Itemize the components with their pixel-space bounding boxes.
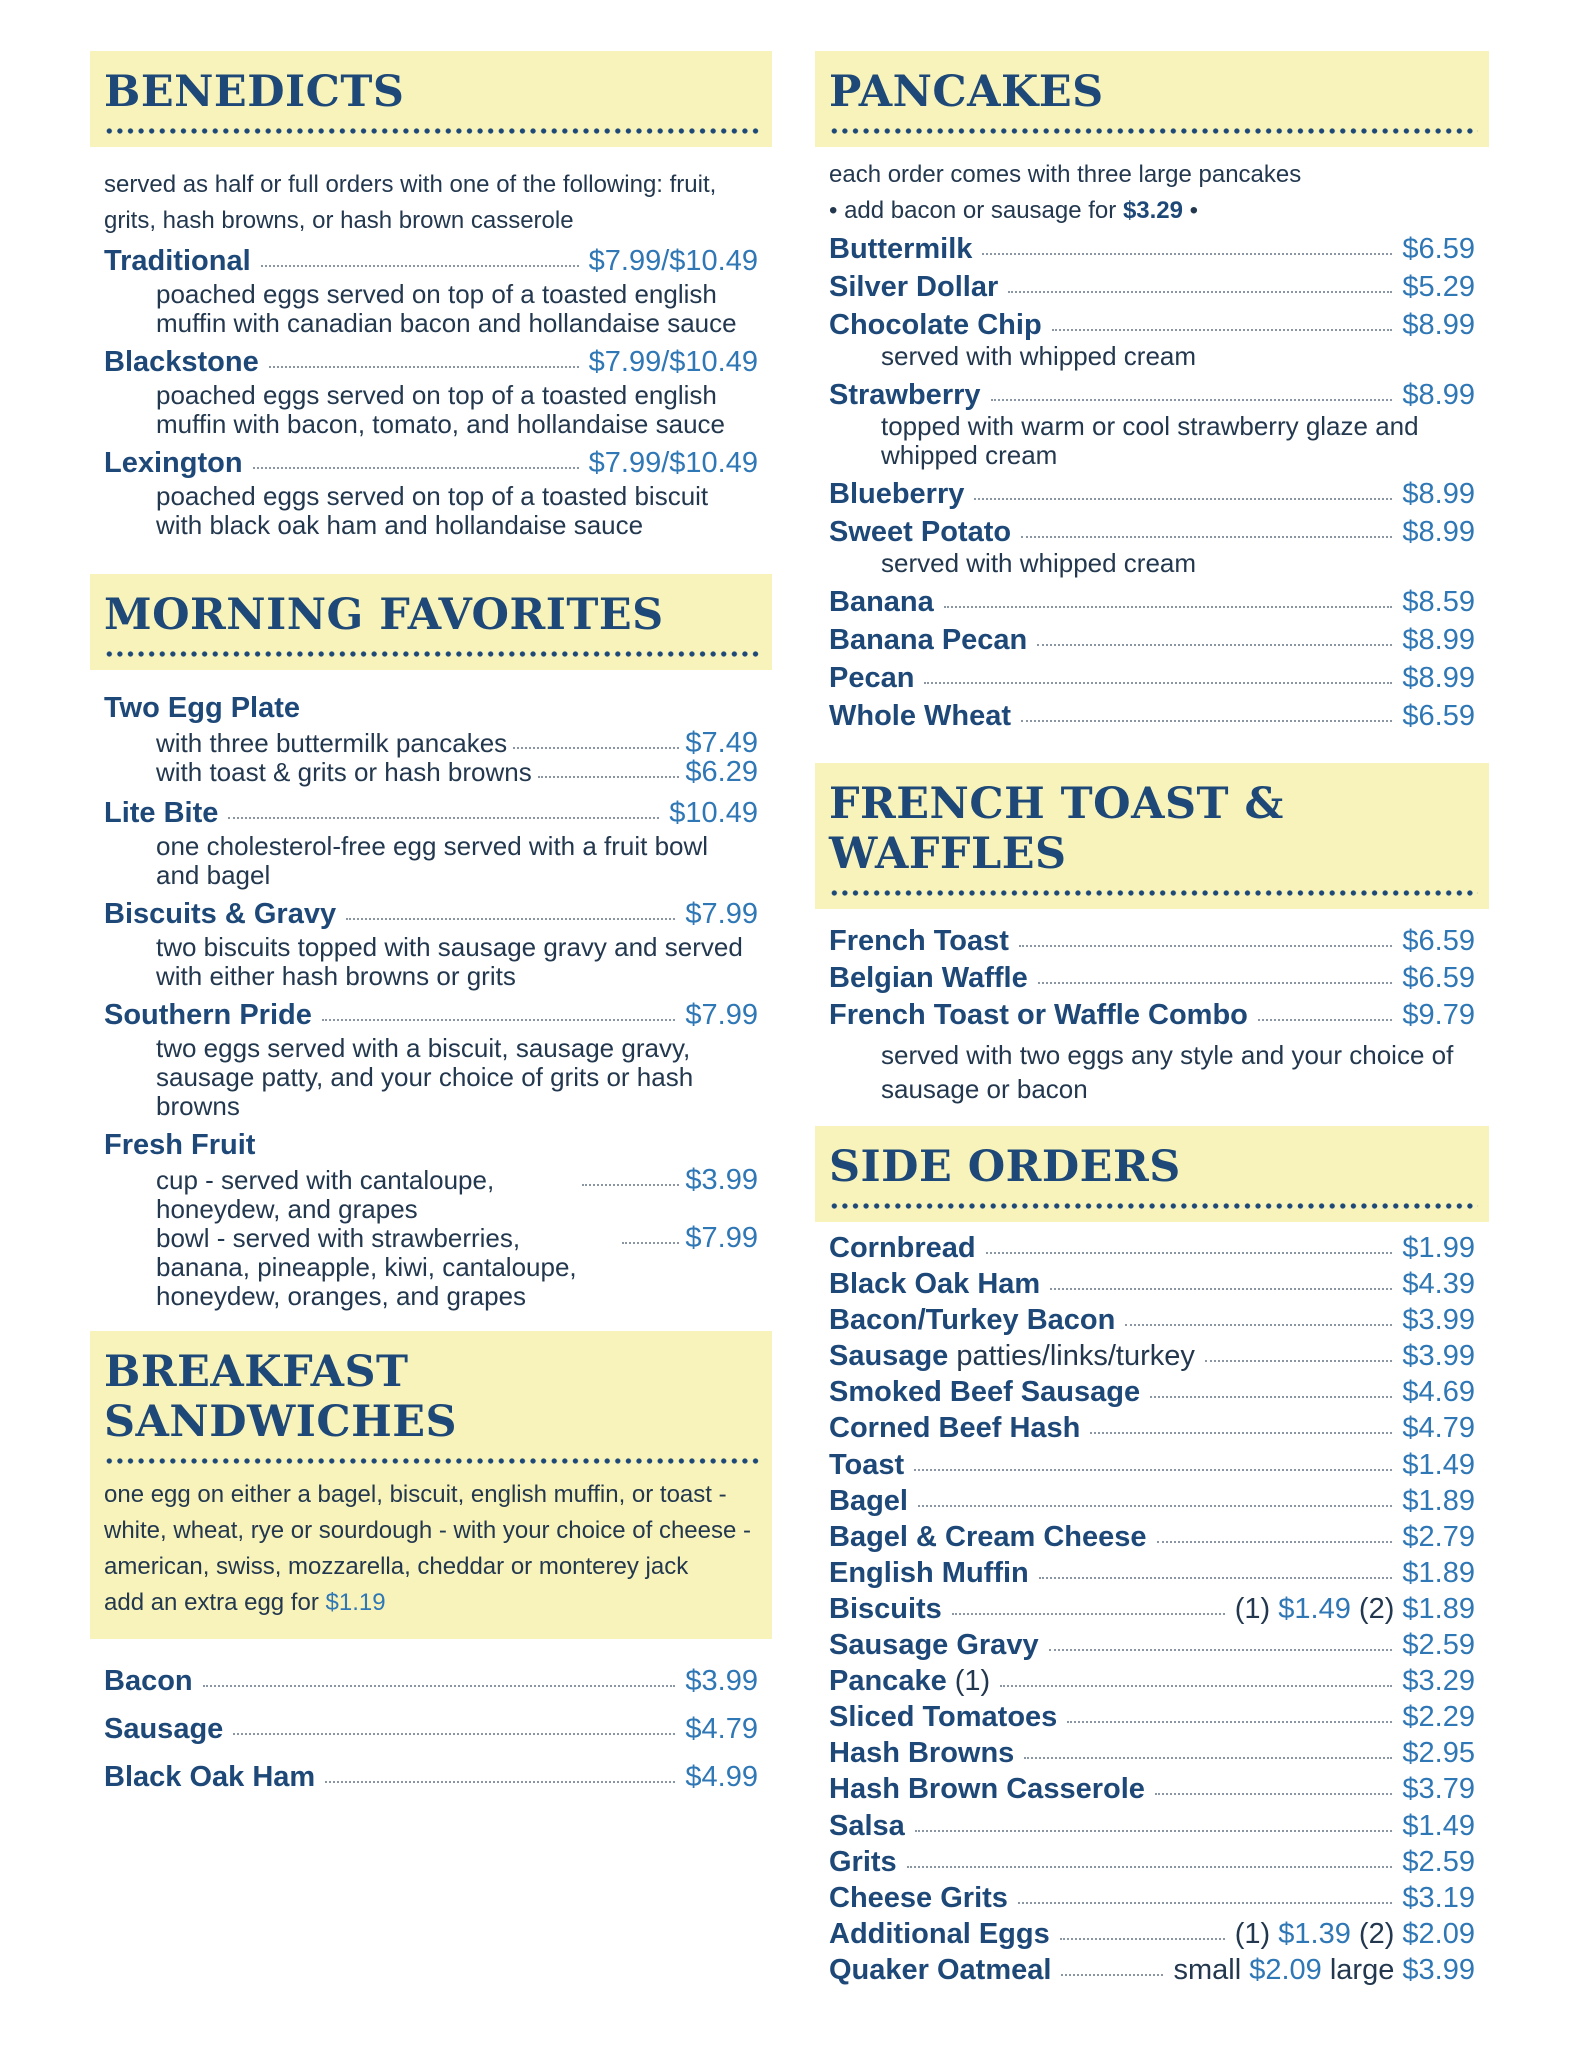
item-name-text: Banana Pecan xyxy=(829,624,1028,656)
french-toast-header xyxy=(815,763,1489,909)
french-toast-title: FRENCH TOAST & WAFFLES xyxy=(829,779,1284,879)
item-price: $2.59 xyxy=(1402,1845,1475,1878)
benedicts-intro: served as half or full orders with one of the following: fruit, grits, hash browns, or hash brown casserole xyxy=(104,171,717,234)
size-price: $1.89 xyxy=(1402,1592,1475,1625)
menu-item xyxy=(815,1374,1489,1410)
item-name-text: Bacon/Turkey Bacon xyxy=(829,1304,1116,1337)
option-price: $3.99 xyxy=(685,1164,758,1196)
item-name: Biscuits xyxy=(829,1592,942,1625)
dot-leader xyxy=(322,1019,676,1021)
dot-leader xyxy=(1125,1324,1392,1326)
item-name-text: Blueberry xyxy=(829,478,965,510)
size-label: (1) xyxy=(1234,1592,1271,1625)
dot-leader xyxy=(1018,1902,1393,1904)
size-label: (2) xyxy=(1358,1592,1395,1625)
item-name: Sausage xyxy=(104,1713,224,1745)
item-price: $10.49 xyxy=(669,797,758,829)
item-price: $8.99 xyxy=(1402,624,1475,656)
dot-leader xyxy=(907,1866,1393,1868)
item-price: $1.89 xyxy=(1402,1556,1475,1589)
menu-item xyxy=(815,1266,1489,1302)
benedicts-header xyxy=(90,51,772,147)
item-name: Blackstone xyxy=(104,346,259,378)
item-price: $7.99/$10.49 xyxy=(588,346,758,378)
menu-item-black-oak-ham xyxy=(90,1753,772,1801)
menu-item xyxy=(815,478,1489,511)
item-name xyxy=(829,624,1027,657)
item-name xyxy=(829,962,1028,995)
item-name: Lite Bite xyxy=(104,797,219,829)
item-description: served with two eggs any style and your choice of sausage or bacon xyxy=(881,1040,1454,1104)
dot-leader xyxy=(1021,536,1392,538)
item-name xyxy=(829,1338,1195,1374)
dotted-divider xyxy=(829,1202,1478,1210)
item-price: $8.99 xyxy=(1402,379,1475,411)
menu-item xyxy=(815,233,1489,266)
item-price: $6.59 xyxy=(1402,962,1475,994)
dot-leader xyxy=(538,776,680,778)
item-name xyxy=(829,1447,904,1483)
menu-item-southern-pride xyxy=(90,999,772,1032)
menu-item xyxy=(815,1627,1489,1663)
menu-item-fresh-fruit xyxy=(90,1129,772,1162)
dot-leader xyxy=(1038,982,1393,984)
option-label: with toast & grits or hash browns xyxy=(156,757,532,787)
item-name xyxy=(829,662,914,695)
dot-leader xyxy=(1157,1541,1393,1543)
dotted-divider xyxy=(829,889,1478,897)
dot-leader xyxy=(1021,720,1392,722)
morning-favorites-title: MORNING FAVORITES xyxy=(104,590,664,640)
option-row xyxy=(90,1166,772,1224)
menu-item xyxy=(815,1880,1489,1916)
item-name: Bacon xyxy=(104,1665,193,1697)
dot-leader xyxy=(1150,1396,1392,1398)
dotted-divider xyxy=(829,127,1478,135)
option-label: bowl - served with strawberries, banana, pineapple, kiwi, cantaloupe, honeydew, oranges, and grapes xyxy=(156,1223,577,1311)
menu-item xyxy=(815,999,1489,1032)
item-description: two eggs served with a biscuit, sausage gravy, sausage patty, and your choice of grits or hash browns xyxy=(156,1033,694,1121)
item-name-text: Whole Wheat xyxy=(829,700,1012,732)
item-name-text: Cheese Grits xyxy=(829,1881,1008,1914)
dot-leader xyxy=(915,1830,1393,1832)
item-price-options xyxy=(1235,1591,1475,1627)
item-qualifier: (1) xyxy=(946,1665,991,1698)
menu-item-bacon xyxy=(90,1657,772,1705)
dot-leader xyxy=(1155,1793,1393,1795)
item-name-text: Smoked Beef Sausage xyxy=(829,1376,1141,1409)
menu-item xyxy=(815,624,1489,657)
menu-item xyxy=(815,1952,1489,1988)
menu-item xyxy=(815,700,1489,733)
dot-leader xyxy=(325,1781,675,1783)
item-price: $4.79 xyxy=(1402,1412,1475,1445)
dot-leader xyxy=(261,265,579,267)
item-name xyxy=(829,1880,1008,1916)
item-name-text: Sausage xyxy=(829,1340,949,1373)
item-description: poached eggs served on top of a toasted english muffin with bacon, tomato, and hollandaise sauce xyxy=(156,380,725,439)
item-price: $8.99 xyxy=(1402,662,1475,694)
extra-egg-price: $1.19 xyxy=(325,1589,386,1616)
dot-leader xyxy=(346,918,675,920)
item-name xyxy=(829,1374,1140,1410)
pancakes-intro-line1: each order comes with three large pancakes xyxy=(829,161,1302,188)
item-name xyxy=(829,309,1042,342)
dot-leader xyxy=(1050,1288,1392,1290)
size-price: $2.09 xyxy=(1402,1917,1475,1950)
item-price: $1.99 xyxy=(1402,1232,1475,1264)
item-name xyxy=(829,1663,990,1699)
item-price: $4.99 xyxy=(685,1761,758,1793)
item-price: $2.59 xyxy=(1402,1629,1475,1662)
item-name-text: Hash Brown Casserole xyxy=(829,1773,1145,1806)
dotted-divider xyxy=(104,127,761,135)
item-name xyxy=(829,478,964,511)
item-name-text: Bagel xyxy=(829,1484,908,1517)
item-name-text: Buttermilk xyxy=(829,233,973,265)
dot-leader xyxy=(253,467,579,469)
item-price: $7.99 xyxy=(685,898,758,930)
dot-leader xyxy=(1008,291,1392,293)
dot-leader xyxy=(233,1733,675,1735)
item-price: $3.19 xyxy=(1402,1881,1475,1914)
dot-leader xyxy=(513,747,679,749)
item-price: $3.79 xyxy=(1402,1773,1475,1806)
item-name-text: Sweet Potato xyxy=(829,516,1012,548)
item-price: $8.99 xyxy=(1402,309,1475,341)
extra-egg-label: add an extra egg for xyxy=(104,1589,319,1616)
menu-item xyxy=(815,962,1489,995)
menu-item xyxy=(815,1916,1489,1952)
item-name xyxy=(829,516,1011,549)
item-price: $7.99 xyxy=(685,999,758,1031)
morning-favorites-list xyxy=(90,692,772,1311)
dot-leader xyxy=(1037,644,1392,646)
dotted-divider xyxy=(104,1457,761,1465)
item-description: topped with warm or cool strawberry glaze and whipped cream xyxy=(881,411,1419,470)
item-name xyxy=(829,586,934,619)
item-price: $2.79 xyxy=(1402,1520,1475,1553)
menu-item xyxy=(815,1808,1489,1844)
item-name-text: Grits xyxy=(829,1845,897,1878)
item-price: $3.99 xyxy=(685,1665,758,1697)
item-name: Two Egg Plate xyxy=(104,692,301,724)
item-price: $1.49 xyxy=(1402,1448,1475,1481)
item-name: Fresh Fruit xyxy=(104,1129,256,1161)
item-name xyxy=(829,1735,1014,1771)
sandwiches-intro xyxy=(104,1477,758,1621)
menu-item-lite-bite xyxy=(90,797,772,830)
dot-leader xyxy=(1060,1938,1225,1940)
dot-leader xyxy=(1000,1685,1392,1687)
dot-leader xyxy=(1090,1432,1392,1434)
item-description: served with whipped cream xyxy=(881,341,1197,371)
dot-leader xyxy=(944,606,1393,608)
item-name-text: Corned Beef Hash xyxy=(829,1412,1081,1445)
item-name: Additional Eggs xyxy=(829,1917,1050,1950)
item-name xyxy=(829,271,998,304)
pancakes-header xyxy=(815,51,1489,147)
item-name xyxy=(829,1627,1039,1663)
item-price: $4.39 xyxy=(1402,1268,1475,1301)
item-name-text: Belgian Waffle xyxy=(829,962,1028,994)
dot-leader xyxy=(918,1505,1392,1507)
item-name-text: Cornbread xyxy=(829,1232,976,1264)
item-price: $5.29 xyxy=(1402,271,1475,303)
item-name xyxy=(829,1844,897,1880)
size-price: $3.99 xyxy=(1402,1953,1475,1986)
menu-item xyxy=(815,1230,1489,1266)
item-name xyxy=(829,379,981,412)
item-name-text: Pecan xyxy=(829,662,915,694)
item-name-text: French Toast or Waffle Combo xyxy=(829,999,1248,1031)
menu-item xyxy=(815,516,1489,549)
dot-leader xyxy=(1024,1757,1392,1759)
item-name-text: Black Oak Ham xyxy=(829,1268,1041,1301)
item-price: $9.79 xyxy=(1402,999,1475,1031)
item-name xyxy=(829,1808,905,1844)
menu-item xyxy=(815,1735,1489,1771)
dot-leader xyxy=(1049,1649,1393,1651)
item-price-options xyxy=(1173,1952,1475,1988)
item-name: Traditional xyxy=(104,245,251,277)
dot-leader xyxy=(228,817,659,819)
menu-item-traditional xyxy=(90,245,772,278)
option-label: cup - served with cantaloupe, honeydew, and grapes xyxy=(156,1165,495,1224)
benedicts-list xyxy=(90,245,772,540)
dot-leader xyxy=(1061,1974,1163,1976)
dot-leader xyxy=(914,1469,1392,1471)
menu-item xyxy=(815,1591,1489,1627)
item-name: Biscuits & Gravy xyxy=(104,898,337,930)
size-price: $1.39 xyxy=(1278,1917,1351,1950)
item-price: $4.69 xyxy=(1402,1376,1475,1409)
menu-item xyxy=(815,1447,1489,1483)
item-name-text: Sliced Tomatoes xyxy=(829,1701,1058,1734)
item-name xyxy=(829,1519,1147,1555)
item-price: $8.99 xyxy=(1402,516,1475,548)
dot-leader xyxy=(269,366,579,368)
dot-leader xyxy=(622,1242,679,1244)
item-price: $2.95 xyxy=(1402,1737,1475,1770)
dot-leader xyxy=(203,1685,676,1687)
menu-item-biscuits-gravy xyxy=(90,898,772,931)
item-description: two biscuits topped with sausage gravy and served with either hash browns or grits xyxy=(156,932,743,991)
menu-item xyxy=(815,1771,1489,1807)
item-price: $6.59 xyxy=(1402,700,1475,732)
dot-leader xyxy=(991,399,1393,401)
dot-leader xyxy=(1258,1019,1393,1021)
pancakes-intro-bullet: • xyxy=(1189,197,1199,224)
item-name xyxy=(829,700,1011,733)
item-price: $8.99 xyxy=(1402,478,1475,510)
item-name-text: Silver Dollar xyxy=(829,271,999,303)
item-name xyxy=(829,1230,976,1266)
item-name xyxy=(829,1410,1080,1446)
item-name-text: Bagel & Cream Cheese xyxy=(829,1520,1147,1553)
breakfast-sandwiches-title: BREAKFAST SANDWICHES xyxy=(104,1347,458,1447)
benedicts-title: BENEDICTS xyxy=(104,67,405,117)
pancakes-intro xyxy=(815,157,1489,229)
option-price: $7.49 xyxy=(685,727,758,759)
size-label: large xyxy=(1329,1953,1395,1986)
item-name-text: Banana xyxy=(829,586,934,618)
item-name: Southern Pride xyxy=(104,999,312,1031)
item-price: $3.99 xyxy=(1402,1304,1475,1337)
menu-item xyxy=(815,586,1489,619)
dot-leader xyxy=(582,1184,679,1186)
item-description: poached eggs served on top of a toasted biscuit with black oak ham and hollandaise sauce xyxy=(156,481,709,540)
dot-leader xyxy=(1052,329,1393,331)
menu-item xyxy=(815,1302,1489,1338)
item-name xyxy=(829,1266,1040,1302)
item-qualifier: patties/links/turkey xyxy=(948,1340,1195,1373)
item-name xyxy=(829,1699,1057,1735)
menu-item xyxy=(815,925,1489,958)
item-name-text: Chocolate Chip xyxy=(829,309,1042,341)
menu-item-blackstone xyxy=(90,346,772,379)
morning-favorites-header xyxy=(90,574,772,670)
menu-item xyxy=(815,271,1489,304)
menu-item xyxy=(815,1663,1489,1699)
dot-leader xyxy=(952,1613,1225,1615)
item-name xyxy=(829,1771,1145,1807)
menu-item xyxy=(815,1410,1489,1446)
option-price: $6.29 xyxy=(685,756,758,788)
item-price: $4.79 xyxy=(685,1713,758,1745)
menu-item-sausage xyxy=(90,1705,772,1753)
menu-item xyxy=(815,309,1489,342)
menu-item xyxy=(815,1338,1489,1374)
menu-item xyxy=(815,1555,1489,1591)
item-price: $6.59 xyxy=(1402,925,1475,957)
size-label: small xyxy=(1173,1953,1242,1986)
item-price: $7.99/$10.49 xyxy=(588,447,758,479)
item-name-text: French Toast xyxy=(829,925,1009,957)
option-label: with three buttermilk pancakes xyxy=(156,728,508,758)
item-price: $1.49 xyxy=(1402,1809,1475,1842)
pancakes-intro-line2: • add bacon or sausage for xyxy=(829,197,1117,224)
item-price: $1.89 xyxy=(1402,1484,1475,1517)
option-price: $7.99 xyxy=(685,1222,758,1254)
menu-item xyxy=(815,379,1489,412)
item-description: one cholesterol-free egg served with a fruit bowl and bagel xyxy=(156,831,709,890)
item-price: $8.59 xyxy=(1402,586,1475,618)
item-name: Lexington xyxy=(104,447,243,479)
dot-leader xyxy=(982,253,1392,255)
item-price: $3.99 xyxy=(1402,1340,1475,1373)
dot-leader xyxy=(924,682,1392,684)
item-name-text: Pancake xyxy=(829,1665,947,1698)
size-price: $2.09 xyxy=(1249,1953,1322,1986)
dot-leader xyxy=(1205,1360,1393,1362)
item-price: $7.99/$10.49 xyxy=(588,245,758,277)
breakfast-sandwiches-header xyxy=(90,1331,772,1639)
item-name xyxy=(829,1555,1029,1591)
item-description: served with whipped cream xyxy=(881,548,1197,578)
item-name-text: Strawberry xyxy=(829,379,981,411)
option-row xyxy=(90,729,772,758)
size-price: $1.49 xyxy=(1278,1592,1351,1625)
item-name-text: Salsa xyxy=(829,1809,905,1842)
item-price: $2.29 xyxy=(1402,1701,1475,1734)
size-label: (2) xyxy=(1358,1917,1395,1950)
menu-item-two-egg-plate xyxy=(90,692,772,725)
dot-leader xyxy=(986,1252,1393,1254)
side-orders-title: SIDE ORDERS xyxy=(829,1142,1181,1192)
menu-item xyxy=(815,1483,1489,1519)
menu-item-lexington xyxy=(90,447,772,480)
menu-item xyxy=(815,1519,1489,1555)
item-name xyxy=(829,925,1009,958)
item-name xyxy=(829,1483,908,1519)
sandwiches-list xyxy=(90,1657,772,1801)
dot-leader xyxy=(1067,1721,1392,1723)
dot-leader xyxy=(1019,945,1392,947)
item-name: Quaker Oatmeal xyxy=(829,1953,1052,1986)
item-price: $3.29 xyxy=(1402,1665,1475,1698)
french-toast-list xyxy=(815,925,1489,1106)
right-column xyxy=(815,51,1489,1988)
sandwiches-intro-text: one egg on either a bagel, biscuit, english muffin, or toast - white, wheat, rye or sourdough - with your choice of cheese - american, swiss, mozzarella, cheddar or monterey jack xyxy=(104,1481,751,1580)
item-price: $6.59 xyxy=(1402,233,1475,265)
side-orders-list xyxy=(815,1230,1489,1988)
item-name-text: Sausage Gravy xyxy=(829,1629,1039,1662)
menu-item xyxy=(815,1844,1489,1880)
size-label: (1) xyxy=(1234,1917,1271,1950)
item-description: poached eggs served on top of a toasted english muffin with canadian bacon and hollandaise sauce xyxy=(156,279,737,338)
item-name-text: Hash Browns xyxy=(829,1737,1015,1770)
menu-item xyxy=(815,1699,1489,1735)
menu-item xyxy=(815,662,1489,695)
item-price-options xyxy=(1235,1916,1475,1952)
dot-leader xyxy=(1039,1577,1393,1579)
item-name xyxy=(829,233,972,266)
item-name xyxy=(829,1302,1115,1338)
item-name: Black Oak Ham xyxy=(104,1761,316,1793)
option-row xyxy=(90,758,772,787)
item-name-text: Toast xyxy=(829,1448,905,1481)
pancakes-list xyxy=(815,233,1489,733)
add-meat-price: $3.29 xyxy=(1122,197,1183,224)
pancakes-title: PANCAKES xyxy=(829,67,1104,117)
left-column xyxy=(90,51,772,1801)
item-name-text: English Muffin xyxy=(829,1556,1029,1589)
item-name xyxy=(829,999,1248,1032)
dotted-divider xyxy=(104,650,761,658)
option-row xyxy=(90,1224,772,1311)
side-orders-header xyxy=(815,1126,1489,1222)
dot-leader xyxy=(974,498,1392,500)
